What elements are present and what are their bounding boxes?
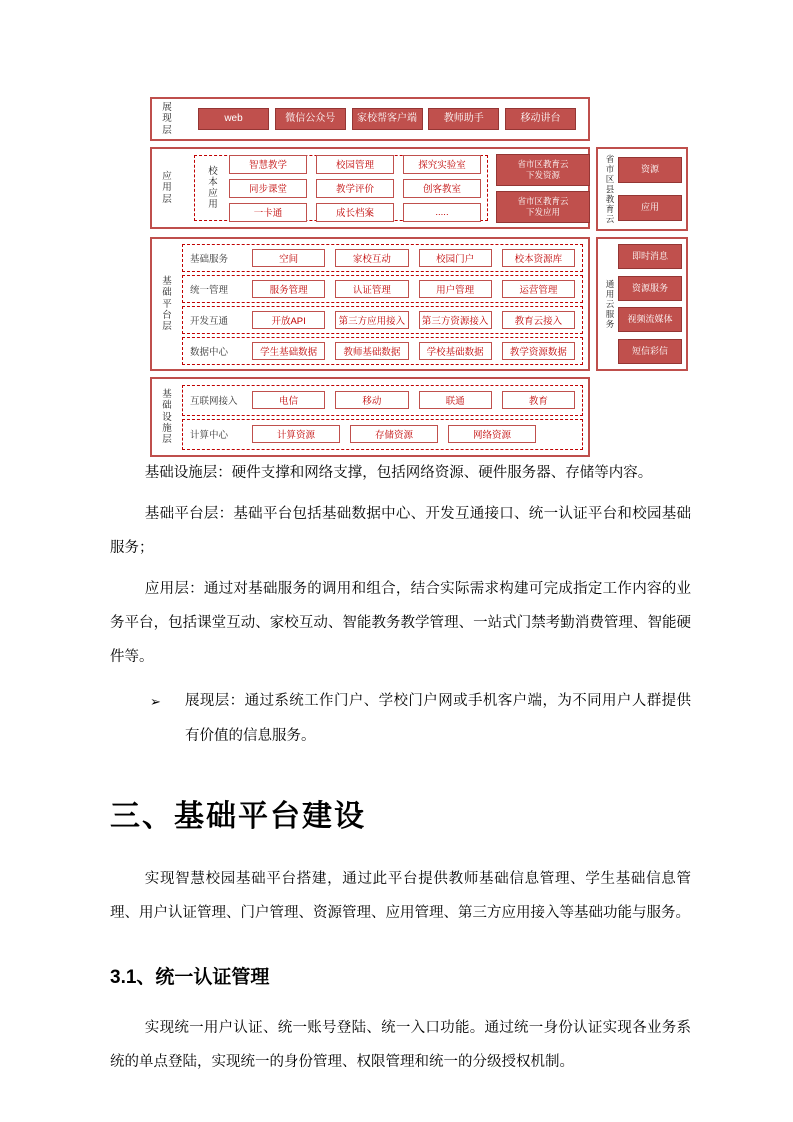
box-resource-service: 资源服务 (618, 276, 682, 301)
cloud-box-line2: 下发应用 (525, 206, 560, 217)
heading-unified-auth: 3.1、统一认证管理 (110, 967, 270, 988)
row-boxes (252, 249, 575, 267)
box-cloud-distributed-resources (496, 154, 590, 186)
row-boxes (252, 311, 575, 329)
row-label-internet-access: 互联网接入 (190, 396, 238, 408)
row-boxes (252, 280, 575, 298)
paragraph-unified-auth-desc: 实现统一用户认证、统一账号登陆、统一入口功能。通过统一身份认证实现各业务系统的单点登陆，实现统一的身份管理、权限管理和统一的分级授权机制。 (110, 1020, 691, 1070)
row-boxes (252, 425, 575, 443)
presentation-layer-band (150, 97, 590, 141)
box-third-party-resource-access: 第三方资源接入 (419, 311, 492, 329)
box-service-management: 服务管理 (252, 280, 325, 298)
box-student-base-data: 学生基础数据 (252, 342, 325, 360)
box-open-api: 开放API (252, 311, 325, 329)
platform-row-unified-management (182, 275, 583, 303)
cloud-distributed-stack (496, 154, 590, 223)
box-sms-mms: 短信彩信 (618, 339, 682, 364)
school-apps-label: 校本应用 (208, 165, 218, 211)
application-layer-label: 应用层 (162, 171, 172, 205)
right-spacer (596, 97, 688, 141)
presentation-boxes (182, 108, 588, 130)
row-label-unified-management: 统一管理 (190, 284, 229, 296)
box-school-base-data: 学校基础数据 (419, 342, 492, 360)
cloud-box-line2: 下发资源 (525, 169, 560, 180)
smart-campus-architecture-diagram (150, 97, 690, 463)
common-cloud-services-column (596, 237, 688, 371)
regional-cloud-column (596, 147, 688, 231)
common-services-boxes (618, 244, 682, 364)
presentation-layer-label: 展现层 (162, 102, 172, 136)
box-one-card: 一卡通 (229, 203, 307, 222)
box-growth-archive: 成长档案 (316, 203, 394, 222)
infrastructure-layer-label-wrap (152, 389, 182, 445)
regional-cloud-boxes (618, 154, 682, 224)
infrastructure-layer-band (150, 377, 590, 457)
paragraph-application-desc: 应用层：通过对基础服务的调用和组合，结合实际需求构建可完成指定工作内容的业务平台，包括课堂互动、家校互动、智能教务教学管理、一站式门禁考勤消费管理、智能硬件等。 (110, 581, 691, 665)
box-video-streaming: 视频流媒体 (618, 307, 682, 332)
platform-rows (182, 240, 588, 369)
platform-row-data-center (182, 337, 583, 365)
box-ellipsis: ..... (403, 203, 481, 222)
platform-layer-label: 基础平台层 (162, 276, 172, 332)
box-unicom: 联通 (419, 391, 492, 409)
platform-layer-band (150, 237, 590, 371)
box-applications: 应用 (618, 195, 682, 221)
platform-layer-label-wrap (152, 276, 182, 332)
row-label-open-integration: 开发互通 (190, 315, 229, 327)
box-operation-management: 运营管理 (502, 280, 575, 298)
box-instant-message: 即时消息 (618, 244, 682, 269)
box-sync-classroom: 同步课堂 (229, 179, 307, 198)
row-label-data-center: 数据中心 (190, 346, 229, 358)
box-telecom: 电信 (252, 391, 325, 409)
box-campus-portal: 校园门户 (419, 249, 492, 267)
box-wechat-official: 微信公众号 (275, 108, 346, 130)
box-education-cloud-access: 教育云接入 (502, 311, 575, 329)
application-layer-label-wrap (152, 171, 182, 205)
cloud-box-line1: 省市区教育云 (517, 195, 569, 206)
cloud-box-line1: 省市区教育云 (517, 158, 569, 169)
box-smart-teaching: 智慧教学 (229, 155, 307, 174)
box-storage-resources: 存储资源 (350, 425, 438, 443)
box-network-resources: 网络资源 (448, 425, 536, 443)
school-apps-grid (229, 155, 481, 222)
school-apps-group (194, 155, 488, 221)
paragraph-platform-desc: 基础平台层：基础平台包括基础数据中心、开发互通接口、统一认证平台和校园基础服务； (110, 506, 691, 556)
row-boxes (252, 391, 575, 409)
infra-row-internet-access (182, 385, 583, 416)
box-teaching-evaluation: 教学评价 (316, 179, 394, 198)
box-education-network: 教育 (502, 391, 575, 409)
infrastructure-rows (182, 381, 588, 454)
school-apps-label-wrap (201, 166, 225, 211)
box-mobile-podium: 移动讲台 (505, 108, 576, 130)
box-resources: 资源 (618, 157, 682, 183)
box-school-resource-library: 校本资源库 (502, 249, 575, 267)
row-label-computing-center: 计算中心 (190, 430, 229, 442)
box-teacher-base-data: 教师基础数据 (335, 342, 408, 360)
common-services-label-wrap (602, 279, 618, 329)
diagram-row-platform (150, 237, 690, 371)
box-campus-management: 校园管理 (316, 155, 394, 174)
platform-row-basic-services (182, 244, 583, 272)
heading-platform-construction: 三、基础平台建设 (110, 800, 366, 833)
box-computing-resources: 计算资源 (252, 425, 340, 443)
common-services-label: 通用云服务 (605, 279, 615, 330)
box-space: 空间 (252, 249, 325, 267)
application-layer-band (150, 147, 590, 229)
box-maker-classroom: 创客教室 (403, 179, 481, 198)
row-label-basic-services: 基础服务 (190, 253, 229, 265)
paragraph-platform-overview: 实现智慧校园基础平台搭建，通过此平台提供教师基础信息管理、学生基础信息管理、用户认证管理、门户管理、资源管理、应用管理、第三方应用接入等基础功能与服务。 (110, 871, 691, 921)
diagram-row-infrastructure (150, 377, 690, 457)
platform-row-open-integration (182, 306, 583, 334)
bullet-arrow-icon: ➢ (150, 694, 161, 709)
box-mobile: 移动 (335, 391, 408, 409)
bullet-presentation-desc (110, 684, 691, 754)
box-user-management: 用户管理 (419, 280, 492, 298)
box-home-school-interaction: 家校互动 (335, 249, 408, 267)
box-web: web (198, 108, 269, 130)
presentation-layer-label-wrap (152, 102, 182, 136)
box-auth-management: 认证管理 (335, 280, 408, 298)
infrastructure-layer-label: 基础设施层 (162, 389, 172, 445)
box-teaching-resource-data: 教学资源数据 (502, 342, 575, 360)
infra-row-computing-center (182, 419, 583, 450)
regional-cloud-label: 省市区县教育云 (605, 154, 615, 225)
box-inquiry-lab: 探究实验室 (403, 155, 481, 174)
box-teacher-assistant: 教师助手 (428, 108, 499, 130)
diagram-row-application (150, 147, 690, 231)
diagram-row-presentation (150, 97, 690, 141)
row-boxes (252, 342, 575, 360)
box-third-party-app-access: 第三方应用接入 (335, 311, 408, 329)
regional-cloud-label-wrap (602, 154, 618, 224)
paragraph-infrastructure-desc: 基础设施层：硬件支撑和网络支撑，包括网络资源、硬件服务器、存储等内容。 (144, 465, 653, 481)
document-body (110, 456, 691, 1086)
box-cloud-distributed-apps (496, 191, 590, 223)
box-home-school-client: 家校帮客户端 (352, 108, 423, 130)
bullet-text: 展现层：通过系统工作门户、学校门户网或手机客户端，为不同用户人群提供有价值的信息服务。 (185, 693, 691, 744)
